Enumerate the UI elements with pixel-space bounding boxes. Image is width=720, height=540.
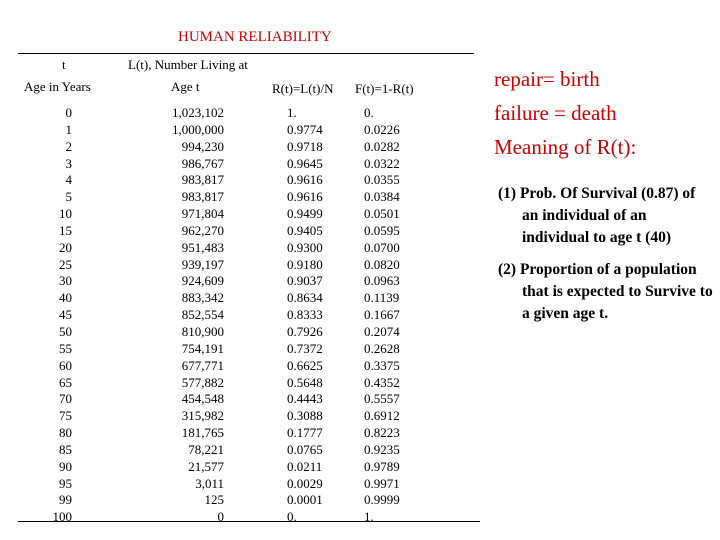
reliability-cell: 0.0211: [287, 458, 323, 474]
age-cell: 55: [59, 340, 72, 356]
living-cell: 577,882: [181, 374, 224, 390]
failure-cell: 0.5557: [364, 391, 400, 407]
living-cell: 3,011: [195, 475, 224, 491]
age-cell: 0: [65, 105, 72, 120]
living-cell: 677,771: [181, 357, 224, 373]
reliability-cell: 0.6625: [287, 357, 323, 373]
reliability-cell: 0.4443: [287, 391, 323, 407]
age-cell: 100: [52, 509, 72, 525]
age-cell: 99: [59, 492, 72, 508]
table-top-rule: [18, 53, 474, 54]
failure-cell: 0.9999: [364, 492, 400, 508]
age-cell: 15: [59, 222, 72, 238]
failure-cell: 0.0963: [364, 273, 400, 289]
failure-cell: 0.4352: [364, 374, 400, 390]
reliability-cell: 0.9645: [287, 155, 323, 171]
reliability-cell: 0.9774: [287, 121, 323, 137]
age-cell: 60: [59, 357, 72, 373]
failure-column: [364, 105, 424, 526]
age-column: [28, 105, 72, 526]
failure-cell: 0.9971: [364, 475, 400, 491]
reliability-cell: 0.9616: [287, 172, 323, 188]
failure-cell: 0.1139: [364, 290, 400, 306]
age-cell: 2: [65, 138, 72, 154]
reliability-cell: 0.9499: [287, 206, 323, 222]
reliability-cell: 0.0001: [287, 492, 323, 508]
reliability-cell: 0.1777: [287, 425, 323, 441]
header-number-living: L(t), Number Living at: [128, 57, 248, 72]
reliability-cell: 0.9037: [287, 273, 323, 289]
living-cell: 852,554: [181, 307, 224, 323]
table-bottom-rule: [18, 521, 480, 522]
living-cell: 0: [217, 509, 224, 525]
failure-cell: 0.0820: [364, 256, 400, 272]
failure-cell: 0.0322: [364, 155, 400, 171]
living-cell: 951,483: [181, 239, 224, 255]
reliability-cell: 0.0765: [287, 441, 323, 457]
living-column: [150, 105, 224, 526]
reliability-cell: 0.7372: [287, 340, 323, 356]
reliability-cell: 0.9405: [287, 222, 323, 238]
reliability-cell: 0.9616: [287, 189, 323, 205]
reliability-cell: 0.0029: [287, 475, 323, 491]
living-cell: 994,230: [181, 138, 224, 154]
failure-cell: 1.: [364, 509, 374, 525]
failure-cell: 0.2628: [364, 340, 400, 356]
living-cell: 454,548: [181, 391, 224, 407]
failure-cell: 0.9789: [364, 458, 400, 474]
age-cell: 80: [59, 425, 72, 441]
header-failure: F(t)=1-R(t): [355, 81, 414, 96]
age-cell: 30: [59, 273, 72, 289]
age-cell: 85: [59, 441, 72, 457]
repair-note: repair= birth: [494, 67, 600, 91]
living-cell: 78,221: [188, 441, 224, 457]
failure-cell: 0.3375: [364, 357, 400, 373]
reliability-cell: 0.: [287, 509, 297, 525]
age-cell: 40: [59, 290, 72, 306]
reliability-cell: 0.8634: [287, 290, 323, 306]
failure-cell: 0.0226: [364, 121, 400, 137]
header-age-t: Age t: [171, 79, 200, 94]
living-cell: 983,817: [181, 172, 224, 188]
living-cell: 939,197: [181, 256, 224, 272]
living-cell: 924,609: [181, 273, 224, 289]
failure-cell: 0.0700: [364, 239, 400, 255]
failure-cell: 0.0282: [364, 138, 400, 154]
failure-note: failure = death: [494, 101, 617, 125]
age-cell: 10: [59, 206, 72, 222]
header-t: t: [62, 57, 66, 72]
living-cell: 21,577: [188, 458, 224, 474]
living-cell: 315,982: [181, 408, 224, 424]
failure-cell: 0.0595: [364, 222, 400, 238]
reliability-cell: 0.7926: [287, 323, 323, 339]
meaning-point-1: (1) Prob. Of Survival (0.87) of an individual of an individual to age t (40): [498, 185, 696, 246]
failure-cell: 0.0501: [364, 206, 400, 222]
meaning-point-2: (2) Proportion of a population that is expected to Survive to a given age t.: [498, 261, 713, 322]
failure-cell: 0.: [364, 105, 374, 120]
age-cell: 65: [59, 374, 72, 390]
age-cell: 20: [59, 239, 72, 255]
failure-cell: 0.0384: [364, 189, 400, 205]
age-cell: 90: [59, 458, 72, 474]
reliability-cell: 0.5648: [287, 374, 323, 390]
age-cell: 3: [65, 155, 72, 171]
living-cell: 1,023,102: [172, 105, 224, 120]
living-cell: 883,342: [181, 290, 224, 306]
failure-cell: 0.6912: [364, 408, 400, 424]
living-cell: 986,767: [181, 155, 224, 171]
living-cell: 810,900: [181, 323, 224, 339]
age-cell: 70: [59, 391, 72, 407]
living-cell: 181,765: [181, 425, 224, 441]
age-cell: 45: [59, 307, 72, 323]
living-cell: 754,191: [181, 340, 224, 356]
living-cell: 125: [204, 492, 224, 508]
reliability-cell: 0.9718: [287, 138, 323, 154]
age-cell: 25: [59, 256, 72, 272]
age-cell: 4: [65, 172, 72, 188]
failure-cell: 0.8223: [364, 425, 400, 441]
reliability-cell: 0.9300: [287, 239, 323, 255]
page-title: HUMAN RELIABILITY: [178, 29, 332, 45]
living-cell: 971,804: [181, 206, 224, 222]
age-cell: 1: [65, 121, 72, 137]
reliability-cell: 0.3088: [287, 408, 323, 424]
age-cell: 95: [59, 475, 72, 491]
age-cell: 5: [65, 189, 72, 205]
reliability-cell: 1.: [287, 105, 297, 120]
header-age-in-years: Age in Years: [24, 79, 91, 94]
reliability-column: [287, 105, 347, 526]
age-cell: 50: [59, 323, 72, 339]
failure-cell: 0.9235: [364, 441, 400, 457]
failure-cell: 0.0355: [364, 172, 400, 188]
living-cell: 962,270: [181, 222, 224, 238]
failure-cell: 0.1667: [364, 307, 400, 323]
living-cell: 983,817: [181, 189, 224, 205]
age-cell: 75: [59, 408, 72, 424]
living-cell: 1,000,000: [172, 121, 224, 137]
header-reliability: R(t)=L(t)/N: [272, 81, 334, 96]
reliability-cell: 0.8333: [287, 307, 323, 323]
meaning-heading: Meaning of R(t):: [494, 135, 637, 159]
reliability-cell: 0.9180: [287, 256, 323, 272]
failure-cell: 0.2074: [364, 323, 400, 339]
